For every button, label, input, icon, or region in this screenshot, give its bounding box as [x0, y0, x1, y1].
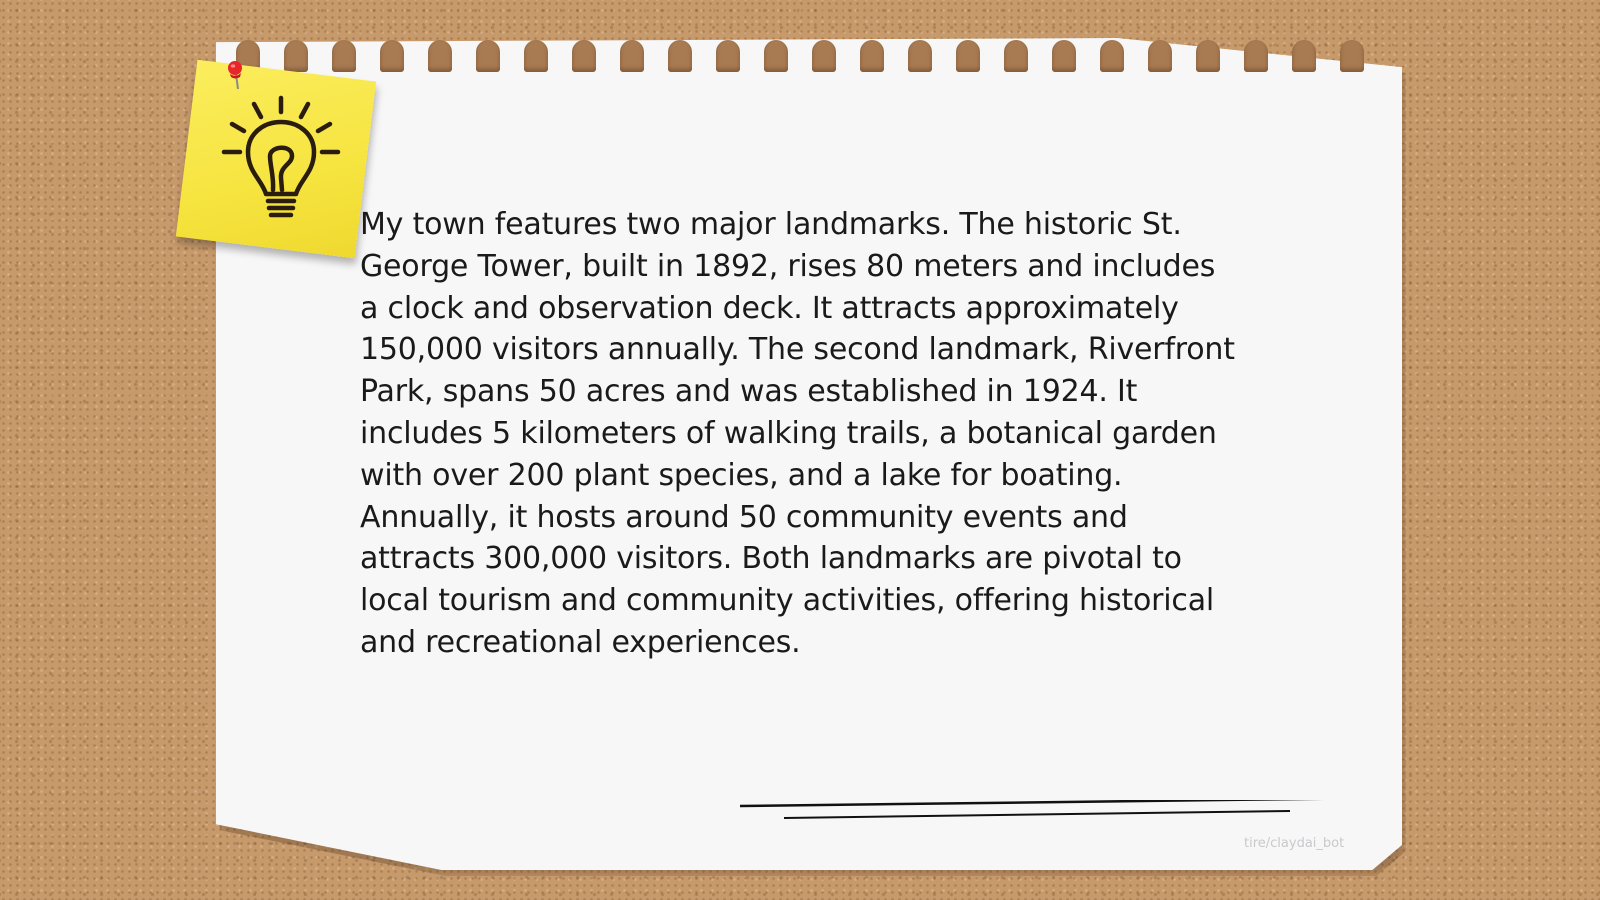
- binder-hole: [668, 40, 692, 72]
- binder-hole: [380, 40, 404, 72]
- binder-hole: [1100, 40, 1124, 72]
- binder-hole: [284, 40, 308, 72]
- binder-hole: [716, 40, 740, 72]
- binder-hole: [1004, 40, 1028, 72]
- binder-hole: [908, 40, 932, 72]
- binder-hole: [956, 40, 980, 72]
- push-pin-icon: [226, 60, 246, 90]
- binder-hole: [524, 40, 548, 72]
- binder-holes: [236, 40, 1366, 76]
- binder-hole: [1052, 40, 1076, 72]
- binder-hole: [332, 40, 356, 72]
- binder-hole: [428, 40, 452, 72]
- lightbulb-icon: [218, 90, 344, 226]
- binder-hole: [860, 40, 884, 72]
- binder-hole: [572, 40, 596, 72]
- binder-hole: [476, 40, 500, 72]
- binder-hole: [1196, 40, 1220, 72]
- binder-hole: [1340, 40, 1364, 72]
- binder-hole: [764, 40, 788, 72]
- binder-hole: [1148, 40, 1172, 72]
- watermark: tire/claydai_bot: [1244, 836, 1345, 851]
- binder-hole: [1244, 40, 1268, 72]
- binder-hole: [812, 40, 836, 72]
- binder-hole: [1292, 40, 1316, 72]
- note-body-text: My town features two major landmarks. The historic St. George Tower, built in 1892, rises 80 meters and includes a clock and observation deck. It attracts approximately 150,000 visitors annually. The second landmark, Riverfront Park, spans 50 acres and was established in 1924. It includes 5 kilometers of walking trails, a botanical garden with over 200 plant species, and a lake for boating. Annually, it hosts around 50 community events and attracts 300,000 visitors. Both landmarks are pivotal to local tourism and community activities, offering historical and recreational experiences.: [360, 207, 1235, 660]
- binder-hole: [620, 40, 644, 72]
- signature-lines: [740, 800, 1390, 830]
